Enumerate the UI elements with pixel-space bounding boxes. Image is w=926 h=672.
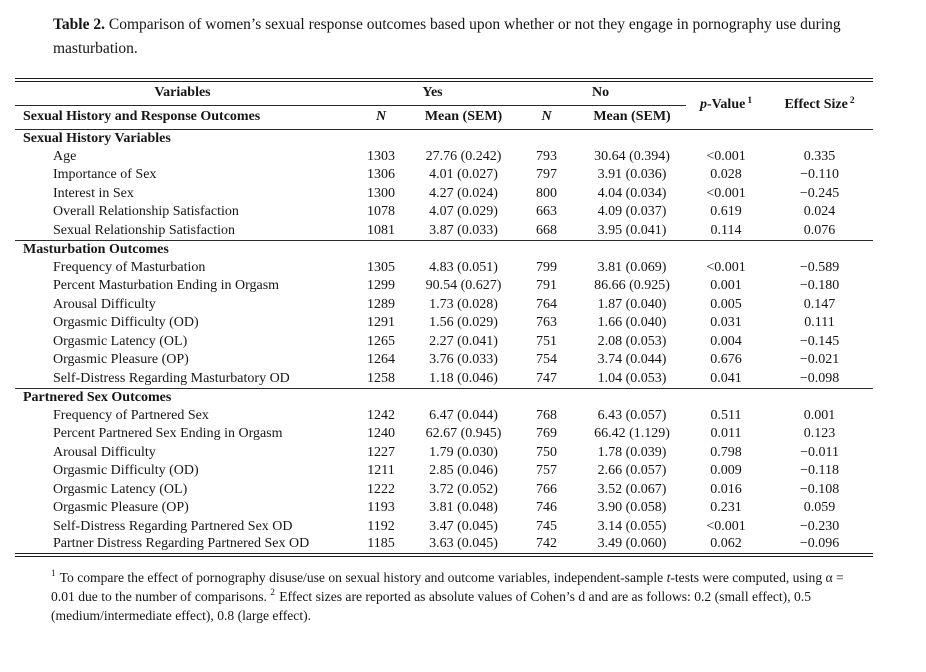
- table-row: [15, 370, 873, 389]
- cell-p-value: <0.001: [706, 259, 746, 275]
- cell-n-no: 663: [536, 204, 558, 220]
- cell-p-value: 0.798: [710, 444, 742, 460]
- cell-p-value: 0.004: [710, 333, 742, 349]
- cell-variable: Arousal Difficulty: [53, 296, 156, 312]
- mean-sem-no-header: Mean (SEM): [578, 105, 686, 129]
- cell-effect-size: −0.245: [799, 185, 840, 201]
- section-header-row: [15, 388, 873, 407]
- p-value-header: p-Value $^1$: [686, 80, 766, 129]
- cell-p-value: 0.001: [710, 278, 742, 294]
- cell-variable: Sexual Relationship Satisfaction: [53, 222, 235, 238]
- table-body: [15, 129, 873, 555]
- cell-p-value: 0.231: [710, 500, 742, 516]
- cell-effect-size: 0.335: [803, 148, 836, 164]
- table-row: [15, 222, 873, 241]
- cell-mean-sem-no: 66.42 (1.129): [594, 426, 670, 442]
- cell-mean-sem-no: 3.95 (0.041): [597, 222, 667, 238]
- cell-effect-size: −0.589: [799, 259, 840, 275]
- table-row: [15, 444, 873, 463]
- subheader-label: Sexual History and Response Outcomes: [15, 105, 350, 129]
- cell-mean-sem-yes: 1.56 (0.029): [429, 315, 498, 331]
- comparison-table: [15, 78, 873, 557]
- cell-mean-sem-no: 4.04 (0.034): [597, 185, 667, 201]
- cell-mean-sem-yes: 4.83 (0.051): [429, 259, 498, 275]
- table-row: [15, 277, 873, 296]
- cell-n-yes: 1265: [367, 333, 395, 349]
- p-value-footnote-marker: 1: [747, 95, 753, 106]
- cell-n-no: 763: [536, 315, 558, 331]
- cell-mean-sem-yes: 4.07 (0.029): [429, 204, 498, 220]
- cell-variable: Percent Partnered Sex Ending in Orgasm: [53, 426, 283, 442]
- cell-n-yes: 1193: [367, 500, 395, 516]
- table-caption: [53, 13, 845, 61]
- footnote-2-text: Effect sizes are reported as absolute values of Cohen’s d and are as follows: 0.2 (small effect), 0.5 (medium/intermediate effect), 0.8 (large effect).: [51, 588, 811, 623]
- cell-n-no: 747: [536, 370, 558, 386]
- cell-n-no: 799: [536, 259, 558, 275]
- variables-header: Variables: [15, 80, 350, 105]
- footnote-1-text: To compare the effect of pornography disuse/use on sexual history and outcome variables, independent-sample: [56, 569, 667, 585]
- cell-p-value: 0.511: [710, 407, 742, 423]
- table-row: [15, 259, 873, 278]
- cell-mean-sem-no: 3.90 (0.058): [597, 500, 667, 516]
- cell-mean-sem-yes: 90.54 (0.627): [425, 278, 502, 294]
- cell-effect-size: −0.021: [799, 352, 840, 368]
- cell-effect-size: −0.230: [799, 518, 840, 534]
- cell-variable: Self-Distress Regarding Partnered Sex OD: [53, 518, 293, 534]
- table-row: [15, 481, 873, 500]
- footnote-2-marker: 2: [270, 586, 275, 597]
- cell-mean-sem-yes: 3.81 (0.048): [429, 500, 498, 516]
- cell-n-no: 769: [536, 426, 558, 442]
- cell-variable: Frequency of Partnered Sex: [53, 407, 209, 423]
- cell-p-value: <0.001: [706, 518, 746, 534]
- footnote-italic-t: t: [666, 569, 671, 585]
- footnote-1-text-cont: -tests were computed, using α = 0.01 due to the number of comparisons.: [51, 569, 844, 604]
- cell-n-no: 746: [536, 500, 558, 516]
- cell-n-yes: 1242: [367, 407, 395, 423]
- cell-p-value: <0.001: [706, 185, 746, 201]
- cell-p-value: 0.011: [710, 426, 742, 442]
- section-header-row: [15, 129, 873, 148]
- cell-effect-size: 0.123: [803, 426, 836, 442]
- cell-n-yes: 1264: [367, 352, 395, 368]
- cell-effect-size: 0.059: [803, 500, 836, 516]
- cell-effect-size: −0.011: [800, 444, 839, 460]
- cell-mean-sem-no: 2.08 (0.053): [597, 333, 667, 349]
- no-group-header: No: [515, 80, 686, 105]
- footnote-1-marker: 1: [51, 567, 56, 578]
- cell-n-yes: 1192: [367, 518, 395, 534]
- cell-mean-sem-no: 1.04 (0.053): [597, 370, 667, 386]
- cell-mean-sem-no: 6.43 (0.057): [597, 407, 667, 423]
- cell-mean-sem-no: 30.64 (0.394): [594, 148, 670, 164]
- cell-effect-size: 0.111: [804, 315, 835, 331]
- cell-n-yes: 1222: [367, 481, 395, 497]
- table-row: [15, 203, 873, 222]
- cell-variable: Orgasmic Latency (OL): [53, 481, 188, 497]
- cell-n-no: 745: [536, 518, 558, 534]
- cell-n-no: 754: [536, 352, 558, 368]
- cell-variable: Orgasmic Pleasure (OP): [53, 352, 189, 368]
- cell-mean-sem-no: 1.66 (0.040): [597, 315, 667, 331]
- cell-n-no: 797: [536, 167, 558, 183]
- cell-n-yes: 1211: [367, 463, 395, 479]
- cell-mean-sem-no: 3.49 (0.060): [597, 536, 667, 552]
- cell-effect-size: 0.076: [803, 222, 836, 238]
- table-caption-text: Comparison of women’s sexual response outcomes based upon whether or not they engage in pornography use during masturbation.: [53, 16, 841, 57]
- cell-variable: Orgasmic Difficulty (OD): [53, 315, 199, 331]
- cell-mean-sem-yes: 2.27 (0.041): [429, 333, 498, 349]
- cell-effect-size: −0.145: [799, 333, 840, 349]
- table-row: [15, 185, 873, 204]
- cell-n-no: 768: [536, 407, 558, 423]
- yes-group-header: Yes: [350, 80, 515, 105]
- cell-mean-sem-yes: 3.76 (0.033): [429, 352, 498, 368]
- cell-mean-sem-no: 3.91 (0.036): [597, 167, 667, 183]
- table-row: [15, 462, 873, 481]
- cell-n-no: 800: [536, 185, 558, 201]
- cell-mean-sem-yes: 4.27 (0.024): [429, 185, 498, 201]
- cell-p-value: 0.676: [710, 352, 742, 368]
- cell-mean-sem-no: 1.78 (0.039): [597, 444, 667, 460]
- table-row: [15, 499, 873, 518]
- cell-mean-sem-no: 86.66 (0.925): [594, 278, 670, 294]
- cell-variable: Frequency of Masturbation: [53, 259, 206, 275]
- table-row: [15, 518, 873, 537]
- cell-n-yes: 1081: [367, 222, 395, 238]
- cell-n-no: 668: [536, 222, 558, 238]
- cell-variable: Age: [53, 148, 77, 164]
- cell-n-no: 750: [536, 444, 558, 460]
- cell-effect-size: 0.147: [803, 296, 836, 312]
- cell-n-yes: 1303: [367, 148, 395, 164]
- cell-n-no: 751: [536, 333, 558, 349]
- table-footnotes: [51, 568, 863, 625]
- cell-mean-sem-no: 3.81 (0.069): [597, 259, 667, 275]
- table-row: [15, 407, 873, 426]
- cell-n-yes: 1227: [367, 444, 395, 460]
- cell-mean-sem-yes: 4.01 (0.027): [429, 167, 498, 183]
- cell-mean-sem-yes: 1.79 (0.030): [429, 444, 498, 460]
- cell-variable: Self-Distress Regarding Masturbatory OD: [53, 370, 290, 386]
- cell-p-value: 0.016: [710, 481, 742, 497]
- cell-effect-size: −0.180: [799, 278, 840, 294]
- cell-p-value: 0.028: [710, 167, 742, 183]
- cell-mean-sem-yes: 3.72 (0.052): [429, 481, 498, 497]
- cell-mean-sem-yes: 62.67 (0.945): [425, 426, 502, 442]
- cell-variable: Interest in Sex: [53, 185, 134, 201]
- cell-n-no: 742: [536, 536, 558, 552]
- section-title: Masturbation Outcomes: [15, 240, 873, 259]
- cell-n-yes: 1258: [367, 370, 395, 386]
- cell-p-value: 0.619: [710, 204, 742, 220]
- cell-variable: Orgasmic Latency (OL): [53, 333, 188, 349]
- cell-n-yes: 1240: [367, 426, 395, 442]
- cell-mean-sem-no: 3.52 (0.067): [597, 481, 667, 497]
- cell-n-no: 764: [536, 296, 558, 312]
- table-row: [15, 296, 873, 315]
- cell-p-value: 0.114: [710, 222, 742, 238]
- cell-mean-sem-yes: 6.47 (0.044): [429, 407, 498, 423]
- table-row: [15, 148, 873, 167]
- cell-n-yes: 1306: [367, 167, 395, 183]
- cell-n-yes: 1305: [367, 259, 395, 275]
- cell-mean-sem-no: 2.66 (0.057): [597, 463, 667, 479]
- effect-size-header: Effect Size $^2$: [766, 80, 873, 129]
- cell-mean-sem-yes: 3.47 (0.045): [429, 518, 498, 534]
- cell-variable: Partner Distress Regarding Partnered Sex OD: [53, 536, 310, 552]
- cell-n-no: 793: [536, 148, 558, 164]
- section-header-row: [15, 240, 873, 259]
- cell-effect-size: −0.096: [799, 536, 840, 552]
- cell-mean-sem-yes: 27.76 (0.242): [425, 148, 502, 164]
- cell-p-value: 0.005: [710, 296, 742, 312]
- cell-n-no: 766: [536, 481, 558, 497]
- cell-variable: Overall Relationship Satisfaction: [53, 204, 239, 220]
- cell-effect-size: 0.001: [803, 407, 836, 423]
- cell-variable: Percent Masturbation Ending in Orgasm: [53, 278, 280, 294]
- cell-n-yes: 1299: [367, 278, 395, 294]
- effect-size-footnote-marker: 2: [849, 95, 855, 106]
- cell-effect-size: 0.024: [803, 204, 836, 220]
- section-title: Sexual History Variables: [23, 130, 171, 146]
- header-row-groups: [15, 80, 873, 105]
- cell-mean-sem-no: 4.09 (0.037): [597, 204, 667, 220]
- cell-p-value: 0.031: [710, 315, 742, 331]
- cell-n-yes: 1185: [367, 536, 395, 552]
- cell-mean-sem-no: 3.14 (0.055): [597, 518, 667, 534]
- cell-n-yes: 1078: [367, 204, 395, 220]
- n-yes-header: N: [350, 105, 412, 129]
- cell-n-yes: 1291: [367, 315, 395, 331]
- table-caption-label: Table 2.: [53, 16, 105, 33]
- cell-variable: Orgasmic Difficulty (OD): [53, 463, 199, 479]
- cell-p-value: 0.009: [710, 463, 742, 479]
- cell-mean-sem-yes: 3.63 (0.045): [429, 536, 498, 552]
- cell-mean-sem-yes: 3.87 (0.033): [429, 222, 498, 238]
- table-row: [15, 351, 873, 370]
- cell-n-no: 757: [536, 463, 558, 479]
- cell-p-value: 0.041: [710, 370, 742, 386]
- cell-p-value: 0.062: [710, 536, 742, 552]
- mean-sem-yes-header: Mean (SEM): [412, 105, 515, 129]
- cell-mean-sem-yes: 2.85 (0.046): [429, 463, 498, 479]
- cell-mean-sem-yes: 1.73 (0.028): [429, 296, 498, 312]
- cell-mean-sem-no: 1.87 (0.040): [597, 296, 667, 312]
- section-title: Partnered Sex Outcomes: [15, 388, 873, 407]
- n-no-header: N: [515, 105, 578, 129]
- cell-n-no: 791: [536, 278, 558, 294]
- table-row: [15, 166, 873, 185]
- cell-n-yes: 1300: [367, 185, 395, 201]
- cell-p-value: <0.001: [706, 148, 746, 164]
- table-row: [15, 536, 873, 555]
- table-row: [15, 333, 873, 352]
- table-row: [15, 314, 873, 333]
- cell-mean-sem-no: 3.74 (0.044): [597, 352, 667, 368]
- cell-variable: Arousal Difficulty: [53, 444, 156, 460]
- cell-effect-size: −0.110: [800, 167, 839, 183]
- cell-variable: Orgasmic Pleasure (OP): [53, 500, 189, 516]
- cell-effect-size: −0.118: [800, 463, 839, 479]
- cell-effect-size: −0.108: [799, 481, 840, 497]
- table-head: [15, 80, 873, 129]
- cell-mean-sem-yes: 1.18 (0.046): [429, 370, 498, 386]
- cell-effect-size: −0.098: [799, 370, 840, 386]
- cell-n-yes: 1289: [367, 296, 395, 312]
- table-row: [15, 425, 873, 444]
- cell-variable: Importance of Sex: [53, 167, 157, 183]
